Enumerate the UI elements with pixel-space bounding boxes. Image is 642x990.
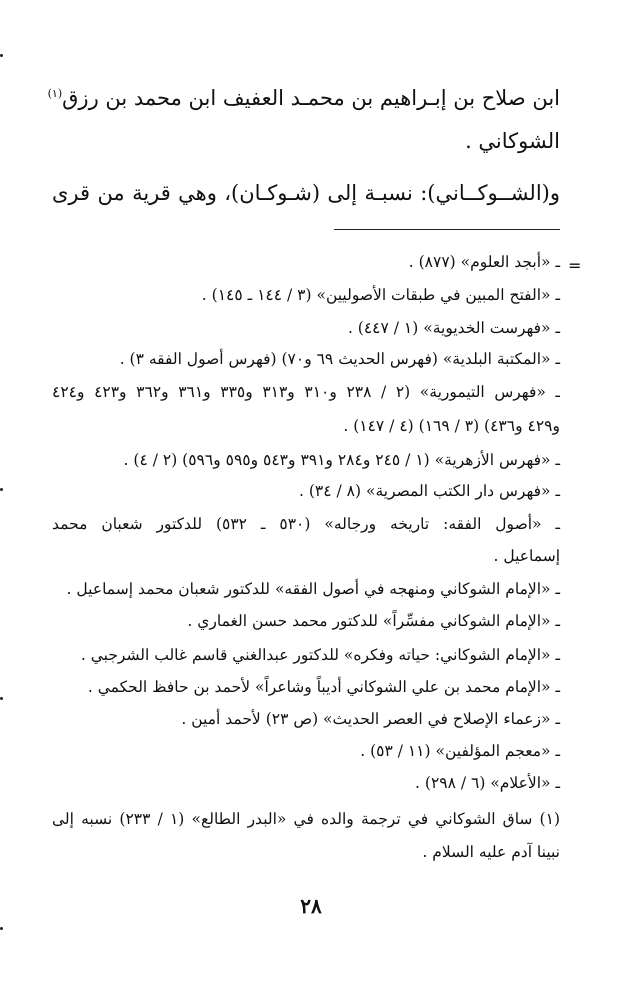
footnote-line: ـ «فهرس التيمورية» (٢ / ٢٣٨ و٣١٠ و٣١٣ و٣٣٥ و٣٦١ و٣٦٢ و٤٢٣ و٤٢٤ (52, 383, 560, 401)
footnote-line: ـ «الإمام الشوكاني: حياته وفكره» للدكتور عبدالغني قاسم غالب الشرجبي . (80, 646, 560, 664)
footnote-line: ـ «الإمام الشوكاني مفسِّراً» للدكتور محمد حسن الغماري . (187, 612, 560, 630)
scan-speck (0, 54, 3, 57)
body-line-1-text: ابن صلاح بن إبـراهيم بن محمـد العفيف ابن محمد بن رزق (62, 86, 560, 110)
continuation-mark: = (568, 256, 582, 275)
footnote-line: ـ «أصول الفقه: تاريخه ورجاله» (٥٣٠ ـ ٥٣٢) للدكتور شعبان محمد (52, 515, 560, 533)
footnote-line: ـ «الأعلام» (٦ / ٢٩٨) . (415, 774, 560, 792)
footnote-line: ـ «فهرست الخديوية» (١ / ٤٤٧) . (347, 319, 560, 337)
footnote-line: ـ «فهرس الأزهرية» (١ / ٢٤٥ و٢٨٤ و٣٩١ و٥٤٣ و٥٩٥ و٥٩٦) (٢ / ٤) . (123, 451, 560, 469)
footnote-line: ـ «المكتبة البلدية» (فهرس الحديث ٦٩ و٧٠) (فهرس أصول الفقه ٣) . (119, 350, 560, 368)
footnote-line: ـ «الإمام محمد بن علي الشوكاني أديباً وشاعراً» لأحمد بن حافظ الحكمي . (87, 678, 560, 696)
body-line-1 (47, 86, 560, 110)
footnote-text: نبينا آدم عليه السلام . (422, 843, 560, 861)
body-line-2: الشوكاني . (465, 129, 560, 153)
footnote-line: ـ «الفتح المبين في طبقات الأصوليين» (٣ / ١٤٤ ـ ١٤٥) . (201, 286, 560, 304)
page-number: ٢٨ (300, 894, 322, 918)
footnote-line: ـ «الإمام الشوكاني ومنهجه في أصول الفقه» للدكتور شعبان محمد إسماعيل . (66, 580, 560, 598)
body-line-3: و(الشــوكــاني): نسبـة إلى (شـوكـان)، وهي قرية من قرى (52, 181, 560, 205)
footnote-separator (334, 229, 560, 230)
footnote-text: (١) ساق الشوكاني في ترجمة والده في «البدر الطالع» (١ / ٢٣٣) نسبه إلى (52, 810, 560, 828)
footnote-line: ـ «فهرس دار الكتب المصرية» (٨ / ٣٤) . (299, 482, 560, 500)
scan-speck (0, 488, 3, 491)
footnote-reference: (١) (47, 87, 63, 100)
footnote-line: ـ «زعماء الإصلاح في العصر الحديث» (ص ٢٣) لأحمد أمين . (181, 710, 560, 728)
scan-speck (0, 927, 3, 930)
scan-speck (0, 697, 3, 700)
footnote-line: ـ «معجم المؤلفين» (١١ / ٥٣) . (360, 742, 560, 760)
footnote-line: ـ «أبجد العلوم» (٨٧٧) . (408, 253, 560, 271)
footnote-line: و٤٢٩ و٤٣٦) (٣ / ١٦٩) (٤ / ١٤٧) . (343, 417, 560, 435)
footnote-line: إسماعيل . (493, 547, 560, 565)
